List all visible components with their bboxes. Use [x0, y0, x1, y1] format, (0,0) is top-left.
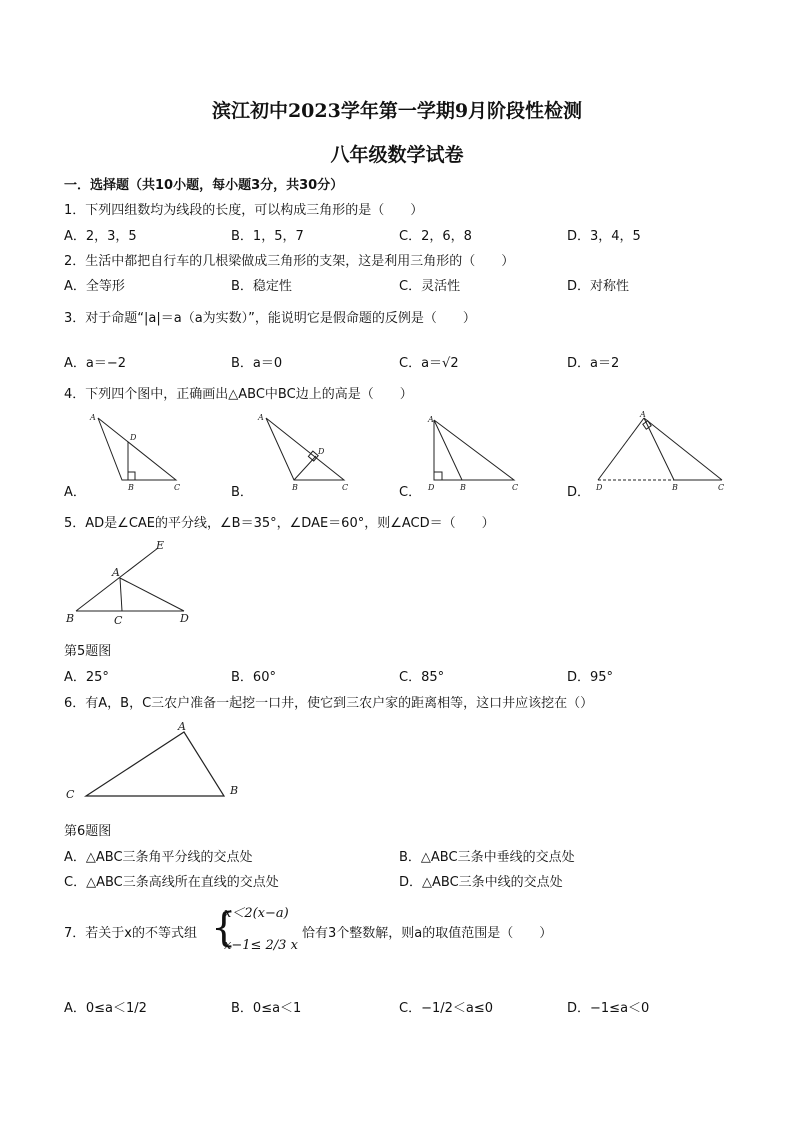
question-6-option-c: C．△ABC三条高线所在直线的交点处: [64, 875, 279, 890]
question-7-option-b: B．0≤a＜1: [231, 1001, 302, 1016]
question-1-option-b: B．1，5，7: [231, 229, 304, 244]
label-d: D: [318, 447, 325, 456]
section-heading: 一．选择题（共10小题，每小题3分，共30分）: [64, 178, 344, 193]
question-6-option-b: B．△ABC三条中垂线的交点处: [399, 850, 575, 865]
question-4-option-b: B．: [231, 485, 253, 500]
question-3-option-d: D．a＝2: [567, 356, 620, 371]
question-3-stem: 3．对于命题“|a|＝a（a为实数）”，能说明它是假命题的反例是（ ）: [64, 311, 476, 326]
question-6-stem: 6．有A，B，C三农户准备一起挖一口井，使它到三农户家的距离相等，这口井应该挖在（）: [64, 696, 594, 711]
label-a: A: [90, 413, 96, 422]
label-d: D: [130, 433, 137, 442]
question-3-option-b: B．a＝0: [231, 356, 283, 371]
question-5-figure: [62, 538, 202, 628]
question-4-stem: 4．下列四个图中，正确画出△ABC中BC边上的高是（ ）: [64, 387, 413, 402]
label-b: B: [460, 483, 466, 492]
label-b: B: [672, 483, 678, 492]
question-7-stem-suffix: 恰有3个整数解，则a的取值范围是（ ）: [302, 926, 553, 941]
question-2-option-d: D．对称性: [567, 279, 630, 294]
question-3-option-c: C．a＝√2: [399, 356, 459, 371]
label-a: A: [428, 415, 434, 424]
question-2-option-c: C．灵活性: [399, 279, 461, 294]
label-a: A: [258, 413, 264, 422]
question-6-caption: 第6题图: [64, 824, 112, 839]
question-7-stem-prefix: 7．若关于x的不等式组: [64, 926, 197, 941]
question-1-stem: 1．下列四组数均为线段的长度，可以构成三角形的是（ ）: [64, 203, 424, 218]
label-b: B: [128, 483, 134, 492]
label-e: E: [156, 539, 165, 552]
label-b: B: [66, 612, 75, 625]
label-d: D: [596, 483, 603, 492]
label-c: C: [66, 788, 75, 801]
label-c: C: [174, 483, 181, 492]
system-line-1: x＜2(x−a): [224, 906, 289, 921]
question-4-figure-c: [420, 410, 530, 496]
label-d: D: [180, 612, 189, 625]
page-subtitle: 八年级数学试卷: [330, 144, 464, 166]
question-3-option-a: A．a＝−2: [64, 356, 127, 371]
question-2-stem: 2．生活中都把自行车的几根梁做成三角形的支架，这是利用三角形的（ ）: [64, 254, 515, 269]
question-4-figure-a: [84, 410, 194, 496]
label-a: A: [178, 720, 186, 733]
label-c: C: [342, 483, 349, 492]
system-line-2: x−1≤ 2/3 x: [224, 938, 298, 953]
question-4-figure-b: [252, 410, 362, 496]
label-b: B: [230, 784, 239, 797]
question-4-option-c: C．: [399, 485, 422, 500]
question-5-option-c: C．85°: [399, 670, 445, 685]
question-7-option-a: A．0≤a＜1/2: [64, 1001, 147, 1016]
label-c: C: [718, 483, 725, 492]
question-7-option-c: C．−1/2＜a≤0: [399, 1001, 494, 1016]
question-1-option-d: D．3，4，5: [567, 229, 641, 244]
question-6-option-d: D．△ABC三条中线的交点处: [399, 875, 563, 890]
brace-icon: {: [211, 905, 237, 951]
question-4-option-a: A．: [64, 485, 86, 500]
question-4-option-d: D．: [567, 485, 591, 500]
question-1-option-a: A．2，3，5: [64, 229, 137, 244]
question-1-option-c: C．2，6，8: [399, 229, 472, 244]
label-c: C: [114, 614, 123, 627]
question-5-option-a: A．25°: [64, 670, 109, 685]
question-4-figure-d: [590, 410, 730, 496]
label-d: D: [428, 483, 435, 492]
page-title: 滨江初中2023学年第一学期9月阶段性检测: [211, 100, 583, 122]
question-5-option-b: B．60°: [231, 670, 276, 685]
question-5-option-d: D．95°: [567, 670, 614, 685]
label-a: A: [640, 410, 646, 419]
question-6-figure: [58, 716, 258, 808]
question-5-caption: 第5题图: [64, 644, 112, 659]
question-7-option-d: D．−1≤a＜0: [567, 1001, 650, 1016]
label-a: A: [112, 566, 120, 579]
question-5-stem: 5．AD是∠CAE的平分线，∠B＝35°，∠DAE＝60°，则∠ACD＝（ ）: [64, 516, 495, 531]
label-c: C: [512, 483, 519, 492]
label-b: B: [292, 483, 298, 492]
question-6-option-a: A．△ABC三条角平分线的交点处: [64, 850, 253, 865]
question-2-option-b: B．稳定性: [231, 279, 292, 294]
question-2-option-a: A．全等形: [64, 279, 125, 294]
